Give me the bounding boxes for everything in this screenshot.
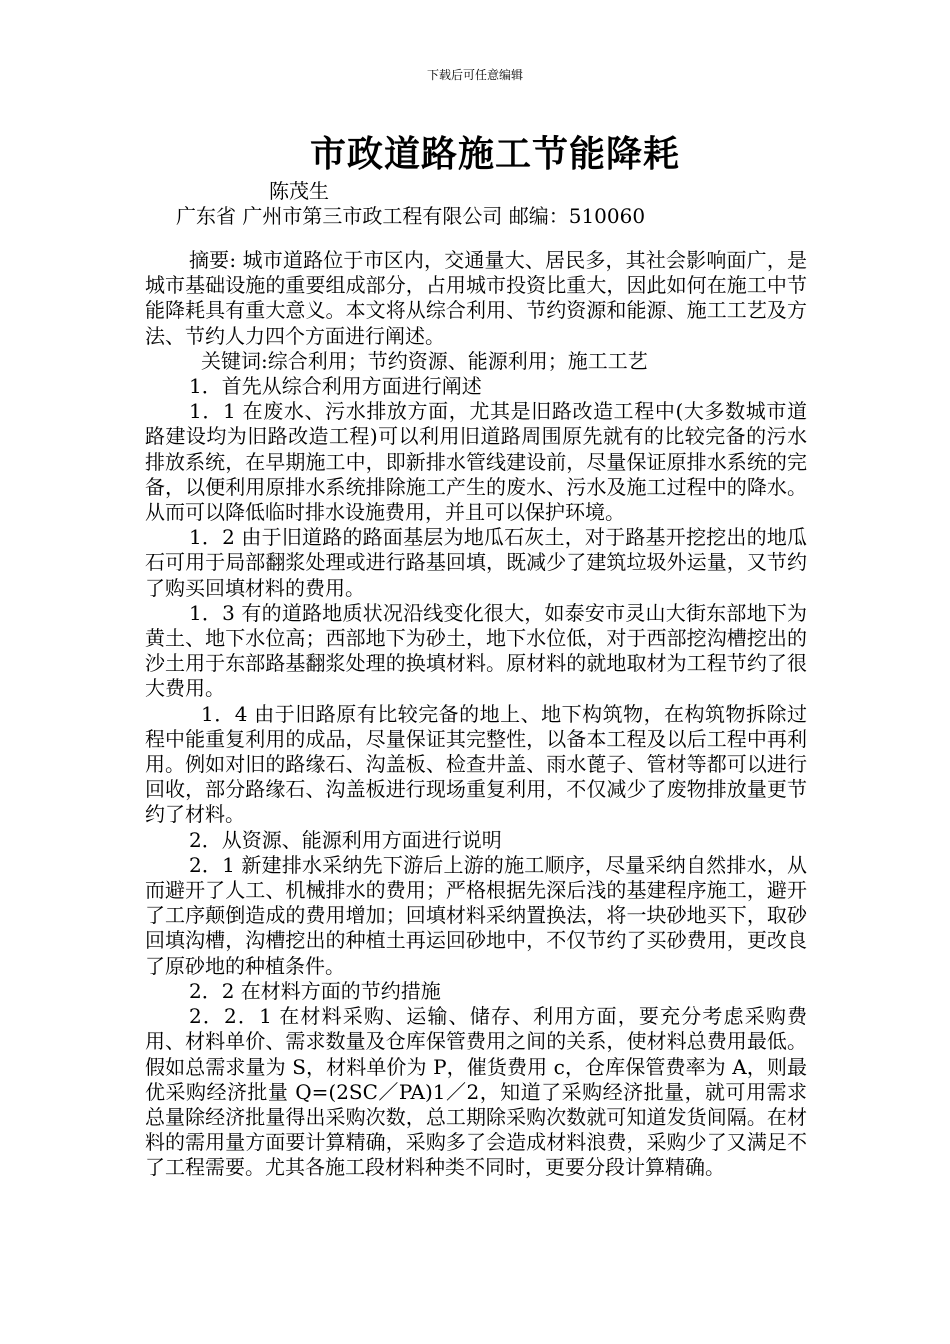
author-name: 陈茂生 — [269, 179, 329, 203]
document-title: 市政道路施工节能降耗 — [309, 133, 680, 175]
document-body — [145, 248, 807, 1181]
paragraph-1-2: 1．2 由于旧道路的路面基层为地瓜石灰土，对于路基开挖挖出的地瓜石可用于局部翻浆处理或进行路基回填，既减少了建筑垃圾外运量，又节约了购买回填材料的费用。 — [145, 525, 807, 600]
paragraph-1-4: 1．4 由于旧路原有比较完备的地上、地下构筑物，在构筑物拆除过程中能重复利用的成品，尽量保证其完整性，以备本工程及以后工程中再利用。例如对旧的路缘石、沟盖板、检查井盖、雨水蓖子、管材等都可以进行回收，部分路缘石、沟盖板进行现场重复利用，不仅减少了废物排放量更节约了材料。 — [145, 701, 807, 827]
section-heading-1: 1．首先从综合利用方面进行阐述 — [189, 374, 482, 399]
section-heading-2: 2．从资源、能源利用方面进行说明 — [189, 827, 502, 852]
subsection-heading-2-2: 2．2 在材料方面的节约措施 — [189, 978, 441, 1003]
author-affiliation: 广东省 广州市第三市政工程有限公司 邮编：510060 — [176, 204, 646, 228]
paragraph-1-3: 1．3 有的道路地质状况沿线变化很大，如泰安市灵山大街东部地下为黄土、地下水位高；西部地下为砂土，地下水位低，对于西部挖沟槽挖出的沙土用于东部路基翻浆处理的换填材料。原材料的就地取材为工程节约了很大费用。 — [145, 600, 807, 701]
page-header-note: 下载后可任意编辑 — [426, 68, 523, 82]
abstract-paragraph: 摘要: 城市道路位于市区内，交通量大、居民多，其社会影响面广，是城市基础设施的重要组成部分，占用城市投资比重大，因此如何在施工中节能降耗具有重大意义。本文将从综合利用、节约资源和能源、施工工艺及方法、节约人力四个方面进行阐述。 — [145, 248, 807, 348]
paragraph-2-1: 2．1 新建排水采纳先下游后上游的施工顺序，尽量采纳自然排水，从而避开了人工、机械排水的费用；严格根据先深后浅的基建程序施工，避开了工序颠倒造成的费用增加；回填材料采纳置换法，将一块砂地买下，取砂回填沟槽，沟槽挖出的种植土再运回砂地中，不仅节约了买砂费用，更改良了原砂地的种植条件。 — [145, 852, 807, 978]
keywords-line: 关键词:综合利用；节约资源、能源利用；施工工艺 — [201, 348, 648, 373]
paragraph-2-2-1: 2．2．1 在材料采购、运输、储存、利用方面，要充分考虑采购费用、材料单价、需求数量及仓库保管费用之间的关系，使材料总费用最低。假如总需求量为 S，材料单价为 P，催货费用 c，仓库保管费率为 A，则最优采购经济批量 Q=(2SC／PA)1／2，知道了采购经济批量，就可用需求总量除经济批量得出采购次数，总工期除采购次数就可知道发货间隔。在材料的需用量方面要计算精确，采购多了会造成材料浪费，采购少了又满足不了工程需要。尤其各施工段材料种类不同时，更要分段计算精确。 — [145, 1004, 807, 1180]
paragraph-1-1: 1．1 在废水、污水排放方面，尤其是旧路改造工程中(大多数城市道路建设均为旧路改造工程)可以利用旧道路周围原先就有的比较完备的污水排放系统，在早期施工中，即新排水管线建设前，尽量保证原排水系统的完备，以便利用原排水系统排除施工产生的废水、污水及施工过程中的降水。从而可以降低临时排水设施费用，并且可以保护环境。 — [145, 399, 807, 525]
